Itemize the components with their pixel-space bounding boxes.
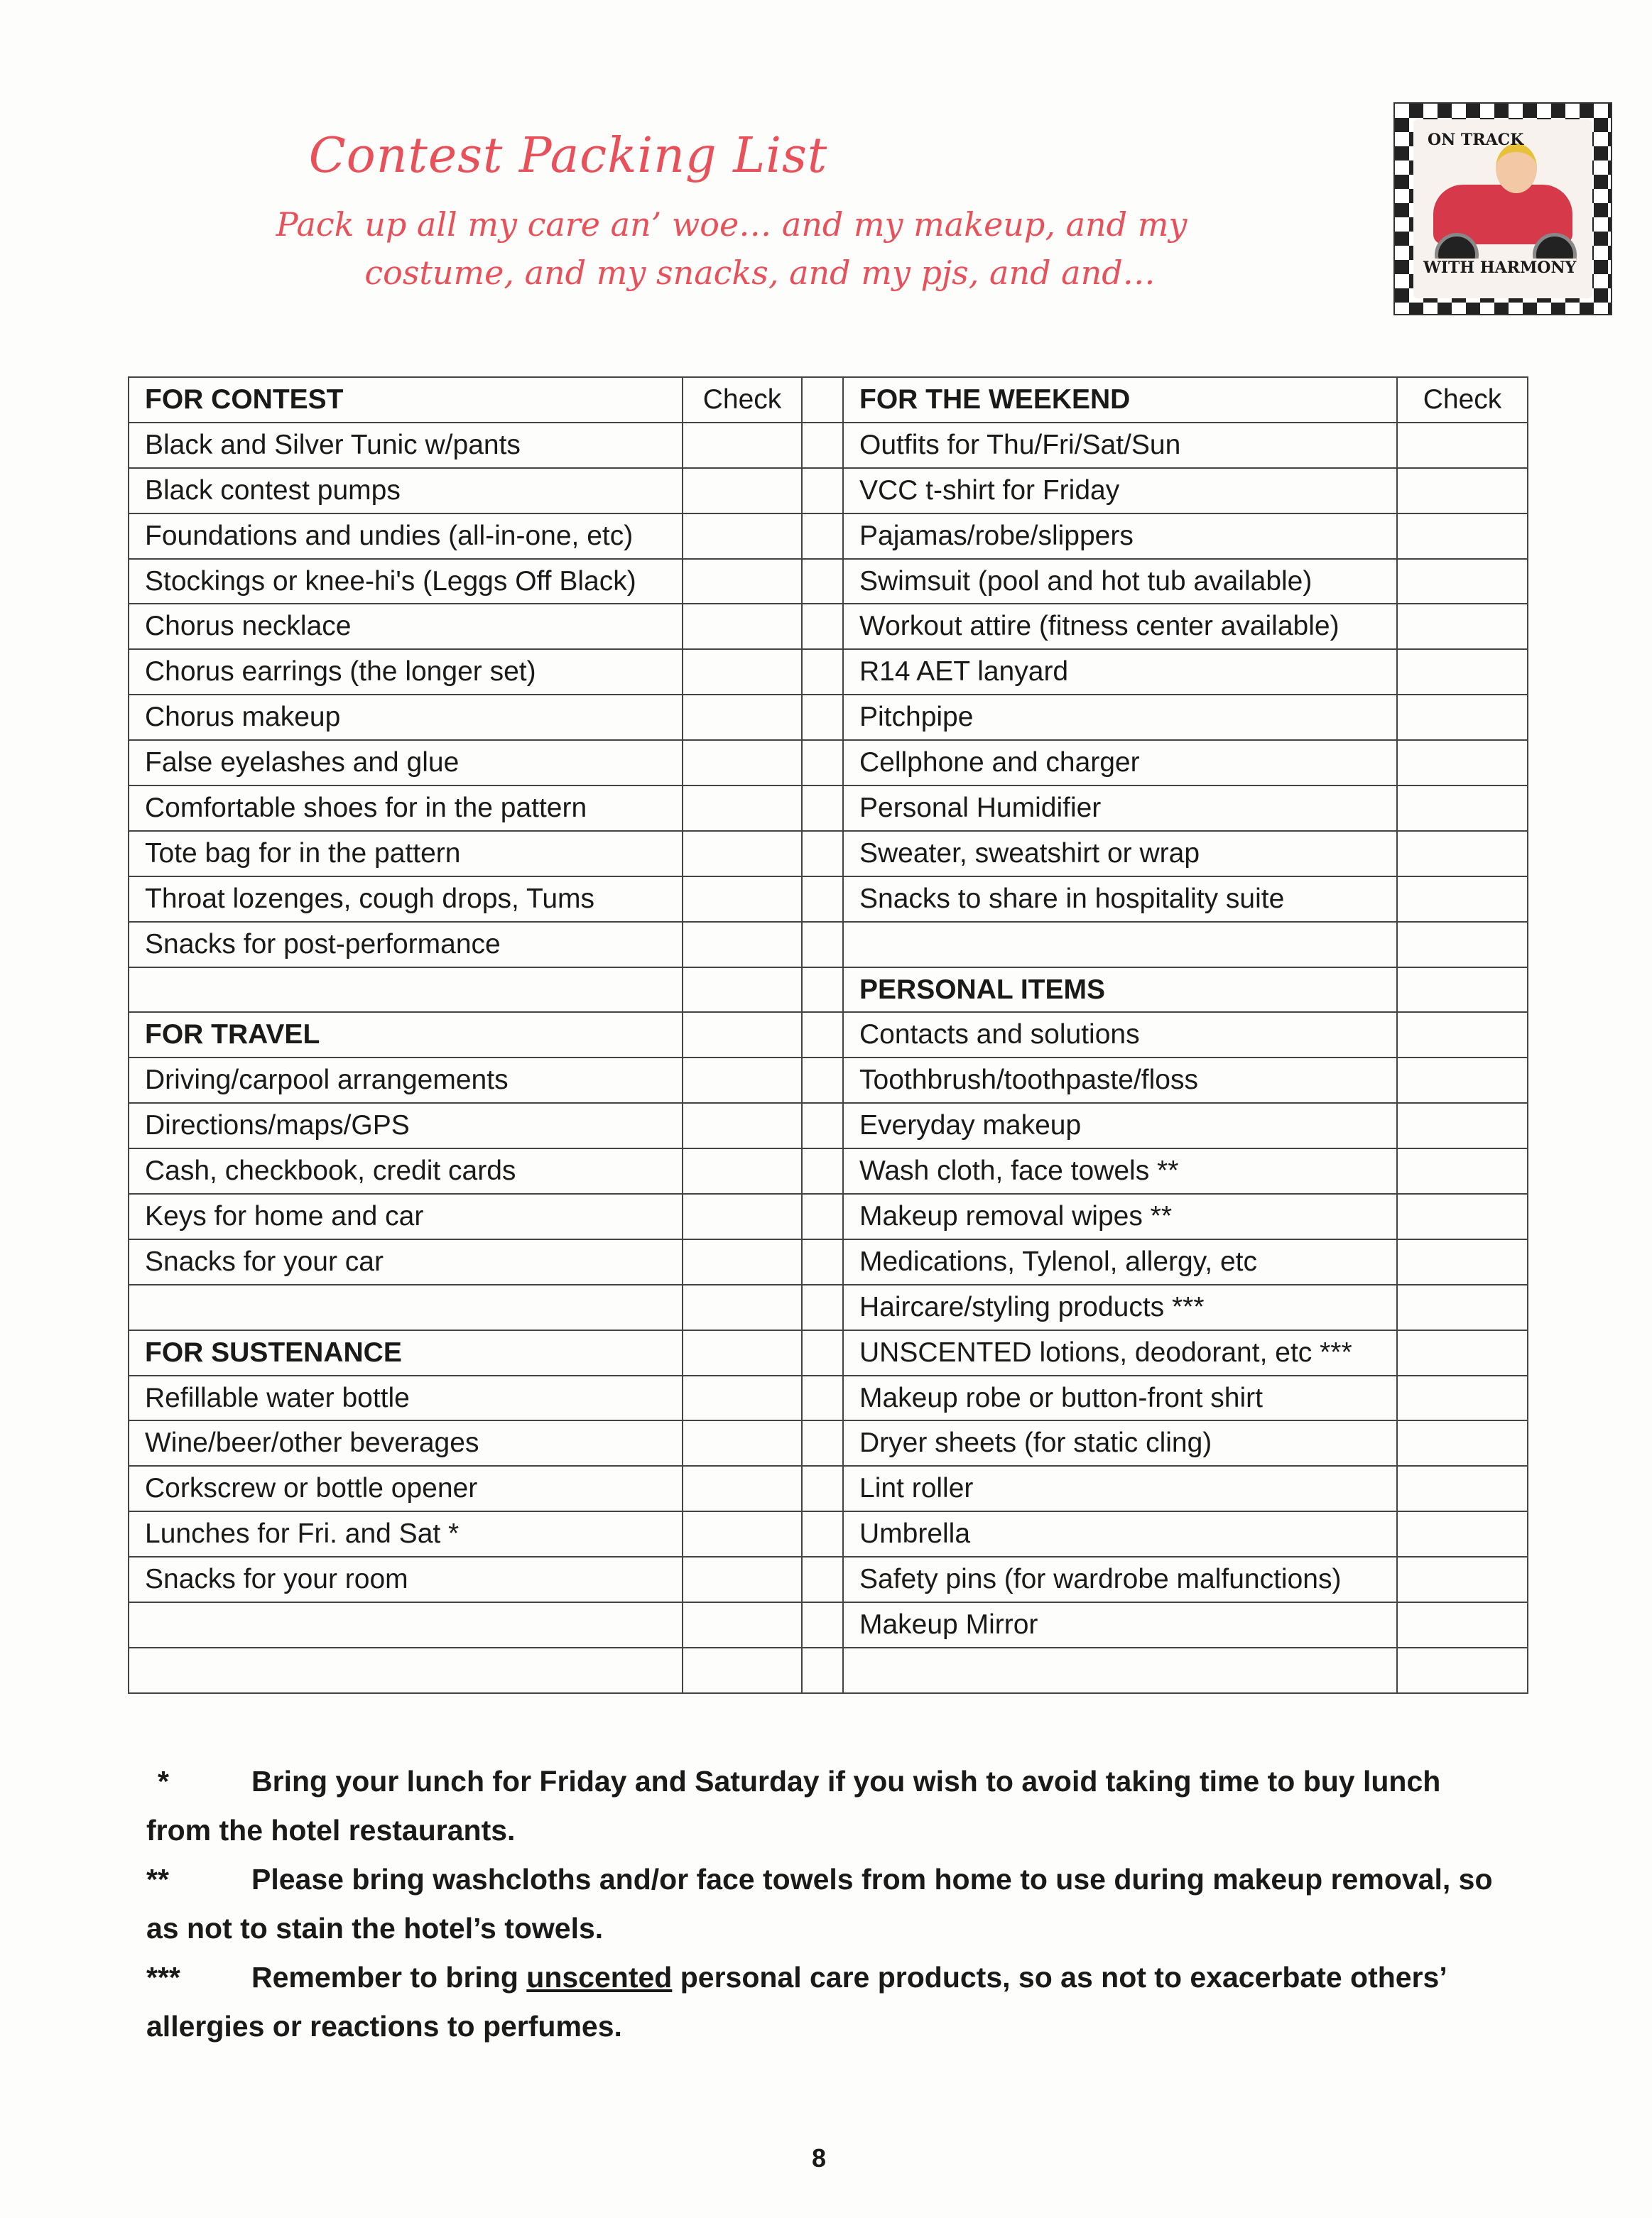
table-row — [129, 1285, 1528, 1330]
table-row — [129, 1648, 1528, 1693]
right-item: Toothbrush/toothpaste/floss — [843, 1058, 1397, 1103]
right-check-box[interactable] — [1397, 513, 1528, 559]
footnote-text — [146, 1953, 1496, 2051]
right-check-box[interactable] — [1397, 423, 1528, 468]
column-gap — [802, 1420, 843, 1466]
table-row — [129, 967, 1528, 1013]
left-item: Comfortable shoes for in the pattern — [129, 785, 683, 831]
right-check-box[interactable] — [1397, 559, 1528, 604]
table-row — [129, 1330, 1528, 1376]
table-row — [129, 1058, 1528, 1103]
page-subtitle-line2: costume, and my snacks, and my pjs, and and… — [364, 254, 1156, 292]
column-gap — [802, 695, 843, 740]
right-item: VCC t-shirt for Friday — [843, 468, 1397, 513]
right-check-box[interactable] — [1397, 468, 1528, 513]
table-row — [129, 1194, 1528, 1239]
column-gap — [802, 559, 843, 604]
column-gap — [802, 1012, 843, 1058]
right-item: Lint roller — [843, 1466, 1397, 1511]
left-section-heading: FOR SUSTENANCE — [129, 1330, 683, 1376]
right-check-box[interactable] — [1397, 1194, 1528, 1239]
table-row — [129, 1466, 1528, 1511]
right-check-box[interactable] — [1397, 1012, 1528, 1058]
right-check-box[interactable] — [1397, 785, 1528, 831]
footnote-mark: ** — [146, 1863, 169, 1896]
right-item: Cellphone and charger — [843, 740, 1397, 785]
column-gap — [802, 1103, 843, 1148]
left-check-box[interactable] — [683, 1103, 802, 1148]
left-check-box[interactable] — [683, 1239, 802, 1285]
left-item: Snacks for post-performance — [129, 922, 683, 967]
right-item: Sweater, sweatshirt or wrap — [843, 831, 1397, 876]
left-item: Lunches for Fri. and Sat * — [129, 1511, 683, 1557]
left-check-box[interactable] — [683, 876, 802, 922]
right-check-box[interactable] — [1397, 1466, 1528, 1511]
left-item — [129, 1602, 683, 1648]
table-row — [129, 740, 1528, 785]
footnote-body-end: personal care products, so as not to exacerbate others’ allergies or reactions to perfumes. — [146, 1961, 1446, 2043]
table-row — [129, 1602, 1528, 1648]
left-item: Refillable water bottle — [129, 1376, 683, 1421]
left-item: Chorus necklace — [129, 604, 683, 649]
right-item: Umbrella — [843, 1511, 1397, 1557]
left-item — [129, 967, 683, 1013]
left-item: Keys for home and car — [129, 1194, 683, 1239]
table-row — [129, 1103, 1528, 1148]
right-item: Makeup Mirror — [843, 1602, 1397, 1648]
right-check-box[interactable] — [1397, 649, 1528, 695]
left-check-box[interactable] — [683, 1330, 802, 1376]
logo-artwork — [1413, 119, 1592, 298]
right-item: Safety pins (for wardrobe malfunctions) — [843, 1557, 1397, 1602]
left-check-box[interactable] — [683, 967, 802, 1013]
left-item: False eyelashes and glue — [129, 740, 683, 785]
column-gap — [802, 785, 843, 831]
right-item: Pitchpipe — [843, 695, 1397, 740]
right-item: Wash cloth, face towels ** — [843, 1148, 1397, 1194]
table-row — [129, 377, 1528, 423]
left-check-box[interactable] — [683, 1648, 802, 1693]
right-item: Makeup removal wipes ** — [843, 1194, 1397, 1239]
column-gap — [802, 740, 843, 785]
right-check-box[interactable] — [1397, 1058, 1528, 1103]
left-check-box[interactable] — [683, 1012, 802, 1058]
left-check-box[interactable] — [683, 513, 802, 559]
right-check-box[interactable] — [1397, 1330, 1528, 1376]
left-item: Stockings or knee-hi's (Leggs Off Black) — [129, 559, 683, 604]
right-check-box[interactable] — [1397, 1376, 1528, 1421]
table-row — [129, 1420, 1528, 1466]
footnote-mark: * — [158, 1765, 169, 1798]
footnotes — [146, 1757, 1496, 2051]
table-row — [129, 785, 1528, 831]
table-row — [129, 1239, 1528, 1285]
table-row — [129, 1376, 1528, 1421]
right-item: UNSCENTED lotions, deodorant, etc *** — [843, 1330, 1397, 1376]
right-check-box[interactable] — [1397, 740, 1528, 785]
column-gap — [802, 1330, 843, 1376]
right-check-box[interactable] — [1397, 1557, 1528, 1602]
right-check-box[interactable] — [1397, 1602, 1528, 1648]
column-gap — [802, 1557, 843, 1602]
column-gap — [802, 468, 843, 513]
right-check-box[interactable] — [1397, 967, 1528, 1013]
table-row — [129, 513, 1528, 559]
footnote — [146, 1855, 1496, 1953]
column-gap — [802, 967, 843, 1013]
right-item: Makeup robe or button-front shirt — [843, 1376, 1397, 1421]
left-item: Snacks for your room — [129, 1557, 683, 1602]
column-gap — [802, 1376, 843, 1421]
left-check-box[interactable] — [683, 831, 802, 876]
column-gap — [802, 876, 843, 922]
column-gap — [802, 1058, 843, 1103]
right-item — [843, 1648, 1397, 1693]
right-item: Workout attire (fitness center available) — [843, 604, 1397, 649]
footnote-body: Please bring washcloths and/or face towels from home to use during makeup removal, so as not to stain the hotel’s towels. — [146, 1863, 1493, 1945]
left-check-box[interactable] — [683, 468, 802, 513]
column-gap — [802, 1602, 843, 1648]
right-item — [843, 922, 1397, 967]
table-row — [129, 559, 1528, 604]
page-subtitle-line1: Pack up all my care an’ woe… and my makeup, and my — [276, 205, 1188, 244]
left-check-box[interactable] — [683, 1148, 802, 1194]
left-check-box[interactable] — [683, 423, 802, 468]
column-gap — [802, 604, 843, 649]
right-item: Contacts and solutions — [843, 1012, 1397, 1058]
right-check-box[interactable] — [1397, 1511, 1528, 1557]
column-gap — [802, 649, 843, 695]
left-check-box[interactable] — [683, 1285, 802, 1330]
left-check-box[interactable] — [683, 1376, 802, 1421]
column-gap — [802, 831, 843, 876]
column-gap — [802, 1648, 843, 1693]
right-check-box[interactable] — [1397, 695, 1528, 740]
packing-list-table — [128, 376, 1528, 1694]
right-item: Medications, Tylenol, allergy, etc — [843, 1239, 1397, 1285]
table-row — [129, 876, 1528, 922]
footnote-text — [146, 1757, 1496, 1855]
page-title: Contest Packing List — [308, 128, 828, 184]
column-gap — [802, 423, 843, 468]
right-section-heading: PERSONAL ITEMS — [843, 967, 1397, 1013]
column-gap — [802, 1511, 843, 1557]
table-row — [129, 1012, 1528, 1058]
logo-text-top: ON TRACK — [1428, 131, 1524, 149]
right-check-header: Check — [1397, 377, 1528, 423]
footnote-mark: *** — [146, 1961, 180, 1994]
left-section-heading: FOR CONTEST — [129, 377, 683, 423]
column-gap — [802, 1148, 843, 1194]
right-item: Snacks to share in hospitality suite — [843, 876, 1397, 922]
table-row — [129, 695, 1528, 740]
left-check-box[interactable] — [683, 1511, 802, 1557]
left-item: Chorus earrings (the longer set) — [129, 649, 683, 695]
left-check-box[interactable] — [683, 695, 802, 740]
footnote-body-start: Remember to bring — [251, 1961, 527, 1994]
right-item: Swimsuit (pool and hot tub available) — [843, 559, 1397, 604]
column-gap — [802, 1285, 843, 1330]
right-check-box[interactable] — [1397, 831, 1528, 876]
table-row — [129, 922, 1528, 967]
table-row — [129, 468, 1528, 513]
left-item: Chorus makeup — [129, 695, 683, 740]
left-check-box[interactable] — [683, 604, 802, 649]
left-check-box[interactable] — [683, 649, 802, 695]
left-check-box[interactable] — [683, 1466, 802, 1511]
column-gap — [802, 922, 843, 967]
left-check-box[interactable] — [683, 1557, 802, 1602]
left-check-box[interactable] — [683, 740, 802, 785]
right-check-box[interactable] — [1397, 1148, 1528, 1194]
left-item: Driving/carpool arrangements — [129, 1058, 683, 1103]
right-item: Everyday makeup — [843, 1103, 1397, 1148]
right-check-box[interactable] — [1397, 1103, 1528, 1148]
footnote-text — [146, 1855, 1496, 1953]
table-row — [129, 604, 1528, 649]
left-check-box[interactable] — [683, 1058, 802, 1103]
left-item: Black contest pumps — [129, 468, 683, 513]
right-check-box[interactable] — [1397, 1285, 1528, 1330]
column-gap — [802, 1466, 843, 1511]
table-row — [129, 1148, 1528, 1194]
driver-graphic — [1496, 143, 1537, 193]
column-gap — [802, 513, 843, 559]
table-row — [129, 649, 1528, 695]
packing-list-body — [129, 377, 1528, 1693]
footnote — [146, 1757, 1496, 1855]
left-item: Foundations and undies (all-in-one, etc) — [129, 513, 683, 559]
page-number: 8 — [812, 2143, 827, 2173]
left-check-box[interactable] — [683, 785, 802, 831]
right-check-box[interactable] — [1397, 1648, 1528, 1693]
right-check-box[interactable] — [1397, 876, 1528, 922]
left-item — [129, 1648, 683, 1693]
left-item: Directions/maps/GPS — [129, 1103, 683, 1148]
right-item: Dryer sheets (for static cling) — [843, 1420, 1397, 1466]
table-row — [129, 831, 1528, 876]
right-section-heading: FOR THE WEEKEND — [843, 377, 1397, 423]
left-item: Wine/beer/other beverages — [129, 1420, 683, 1466]
left-item: Tote bag for in the pattern — [129, 831, 683, 876]
left-check-box[interactable] — [683, 1602, 802, 1648]
table-row — [129, 423, 1528, 468]
right-item: Pajamas/robe/slippers — [843, 513, 1397, 559]
left-item: Corkscrew or bottle opener — [129, 1466, 683, 1511]
right-item: Outfits for Thu/Fri/Sat/Sun — [843, 423, 1397, 468]
left-item — [129, 1285, 683, 1330]
left-check-box[interactable] — [683, 559, 802, 604]
right-check-box[interactable] — [1397, 922, 1528, 967]
footnote-body-underlined: unscented — [526, 1961, 673, 1994]
column-gap — [802, 377, 843, 423]
left-item: Throat lozenges, cough drops, Tums — [129, 876, 683, 922]
left-section-heading: FOR TRAVEL — [129, 1012, 683, 1058]
left-check-box[interactable] — [683, 922, 802, 967]
footnote — [146, 1953, 1496, 2051]
footnote-body: Bring your lunch for Friday and Saturday if you wish to avoid taking time to buy lunch from the hotel restaurants. — [146, 1765, 1441, 1847]
right-item: Personal Humidifier — [843, 785, 1397, 831]
right-check-box[interactable] — [1397, 604, 1528, 649]
left-check-header: Check — [683, 377, 802, 423]
left-item: Black and Silver Tunic w/pants — [129, 423, 683, 468]
right-check-box[interactable] — [1397, 1420, 1528, 1466]
on-track-with-harmony-logo — [1393, 102, 1612, 315]
left-check-box[interactable] — [683, 1194, 802, 1239]
table-row — [129, 1557, 1528, 1602]
column-gap — [802, 1194, 843, 1239]
right-check-box[interactable] — [1397, 1239, 1528, 1285]
column-gap — [802, 1239, 843, 1285]
table-row — [129, 1511, 1528, 1557]
left-check-box[interactable] — [683, 1420, 802, 1466]
right-item: Haircare/styling products *** — [843, 1285, 1397, 1330]
left-item: Snacks for your car — [129, 1239, 683, 1285]
logo-text-bottom: WITH HARMONY — [1423, 259, 1577, 277]
right-item: R14 AET lanyard — [843, 649, 1397, 695]
left-item: Cash, checkbook, credit cards — [129, 1148, 683, 1194]
